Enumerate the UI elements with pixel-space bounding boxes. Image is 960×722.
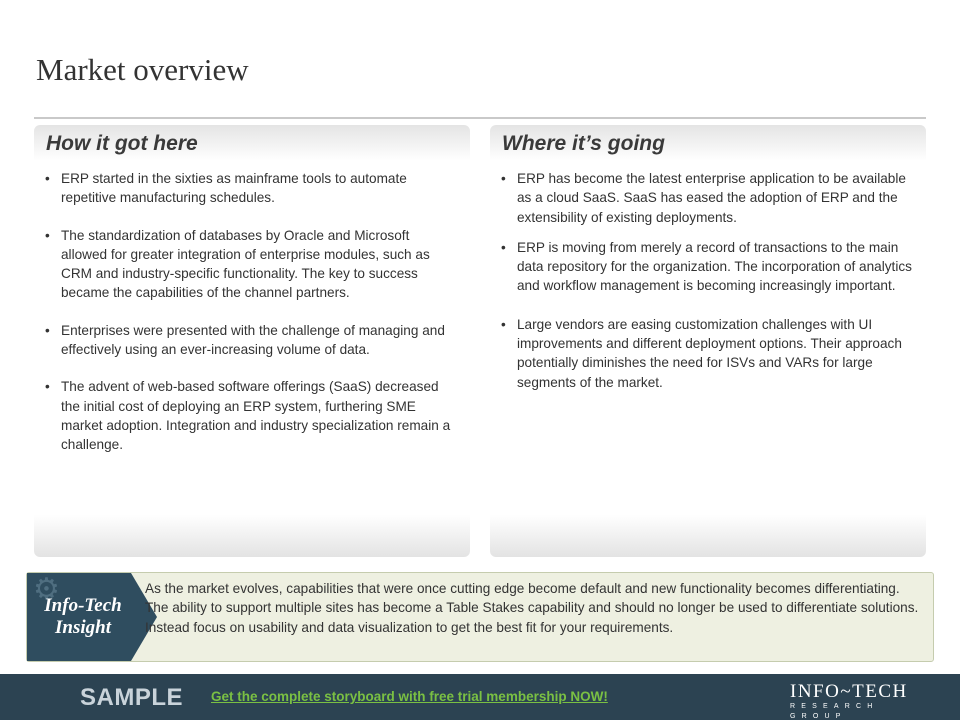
list-item: • Large vendors are easing customization challenges with UI improvements and different deployment options. Their approach potentially diminishes the need for ISVs and VARs for large segments of the market. — [500, 315, 912, 392]
panel-heading: How it got here — [46, 132, 198, 155]
brand-name: INFO~TECH — [790, 681, 908, 702]
list-item: • ERP started in the sixties as mainframe tools to automate repetitive manufacturing schedules. — [44, 169, 456, 208]
footer-bar — [0, 674, 960, 720]
list-item: • The standardization of databases by Oracle and Microsoft allowed for greater integration of enterprise modules, such as CRM and industry-specific functionality. The key to success became the capabilities of the channel partners. — [44, 226, 456, 303]
insight-badge-label — [33, 595, 133, 639]
how-it-got-here-panel — [34, 125, 470, 557]
insight-box — [26, 572, 934, 662]
list-item: • ERP has become the latest enterprise application to be available as a cloud SaaS. SaaS has eased the adoption of ERP and the extensibility of existing deployments. — [500, 169, 912, 227]
free-trial-link[interactable]: Get the complete storyboard with free trial membership NOW! — [211, 689, 608, 704]
list-item: • Enterprises were presented with the challenge of managing and effectively using an ever-increasing volume of data. — [44, 321, 456, 360]
brand-subtitle: RESEARCH GROUP — [790, 703, 879, 720]
bullet-list — [500, 169, 912, 403]
gear-icon: ⚙ — [33, 573, 60, 606]
info-tech-logo — [790, 682, 930, 722]
insight-text: As the market evolves, capabilities that were once cutting edge become default and new functionality becomes differentiating. The ability to support multiple sites has become a Table Stakes capability and should no longer be used to differentiate solutions. Instead focus on usability and data visualization to get the best fit for your requirements. — [145, 581, 919, 635]
sample-label: SAMPLE — [80, 684, 184, 711]
panel-heading: Where it’s going — [502, 132, 665, 155]
badge-line-1: Info-Tech — [44, 595, 122, 616]
title-divider — [34, 117, 926, 119]
page-title: Market overview — [36, 52, 249, 87]
bullet-list — [44, 169, 456, 473]
where-its-going-panel — [490, 125, 926, 557]
insight-badge — [27, 573, 131, 661]
list-item: • ERP is moving from merely a record of transactions to the main data repository for the organization. The incorporation of analytics and workflow management is becoming increasingly important. — [500, 238, 912, 296]
badge-line-2: Insight — [55, 617, 111, 638]
list-item: • The advent of web-based software offerings (SaaS) decreased the initial cost of deploying an ERP system, furthering SME market adoption. Integration and industry specialization remain a challenge. — [44, 377, 456, 454]
